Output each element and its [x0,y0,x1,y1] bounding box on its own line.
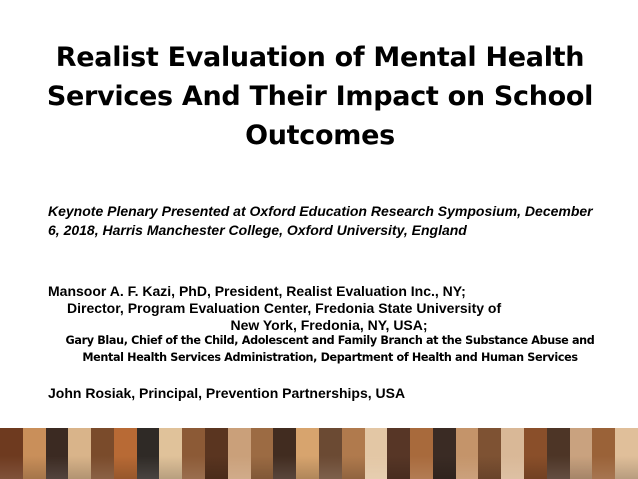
photo-strip-tile [296,428,319,479]
photo-strip-tile [319,428,342,479]
photo-strip-tile [410,428,433,479]
photo-strip-tile [387,428,410,479]
photo-strip-tile [46,428,69,479]
photo-strip-tile [0,428,23,479]
author-kazi-line-1: Mansoor A. F. Kazi, PhD, President, Realist Evaluation Inc., NY; [48,283,466,299]
photo-strip-tile [182,428,205,479]
photo-strip-tile [273,428,296,479]
photo-strip-tile [114,428,137,479]
photo-strip-tile [205,428,228,479]
photo-strip-tile [137,428,160,479]
author-kazi-line-2: Director, Program Evaluation Center, Fredonia State University of [67,300,502,316]
photo-strip-tile [68,428,91,479]
photo-strip-tile [91,428,114,479]
photo-strip-tile [433,428,456,479]
photo-strip-tile [478,428,501,479]
author-blau: Gary Blau, Chief of the Child, Adolescent and Family Branch at the Substance Abuse and Mental Health Services Administration, Department of Health and Human Services [65,334,595,364]
photo-strip-tile [524,428,547,479]
photo-strip-tile [592,428,615,479]
photo-strip-tile [23,428,46,479]
author-kazi [48,283,610,334]
photo-strip-tile [228,428,251,479]
photo-strip-tile [159,428,182,479]
photo-strip-tile [501,428,524,479]
photo-strip-tile [342,428,365,479]
photo-strip-tile [547,428,570,479]
photo-strip-tile [365,428,388,479]
photo-strip-tile [456,428,479,479]
photo-strip-tile [615,428,638,479]
author-kazi-line-3: New York, Fredonia, NY, USA; [230,317,428,333]
keynote-subtitle: Keynote Plenary Presented at Oxford Education Research Symposium, December 6, 2018, Harris Manchester College, Oxford University, England [48,203,593,238]
photo-strip-banner [0,428,638,479]
author-rosiak: John Rosiak, Principal, Prevention Partnerships, USA [48,385,406,401]
photo-strip-tile [570,428,593,479]
photo-strip-tile [251,428,274,479]
slide-title: Realist Evaluation of Mental Health Services And Their Impact on School Outcomes [46,42,594,151]
